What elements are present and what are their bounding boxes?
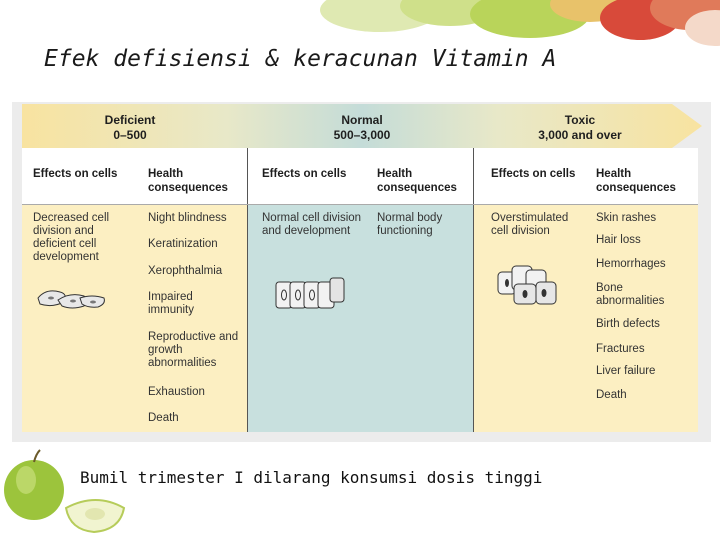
column-divider bbox=[473, 148, 474, 204]
toxic-effects-heading: Effects on cells bbox=[491, 168, 576, 180]
toxic-health-item: Death bbox=[596, 389, 627, 401]
subheader-divider bbox=[22, 204, 698, 205]
deficient-health-item: Reproductive and growth abnormalities bbox=[148, 331, 239, 369]
toxic-health-item: Hair loss bbox=[596, 234, 641, 246]
normal-health-heading: Health consequences bbox=[377, 168, 457, 194]
toxic-label: Toxic bbox=[564, 113, 596, 127]
toxic-health-item: Bone abnormalities bbox=[596, 282, 665, 307]
deficient-header bbox=[70, 113, 190, 143]
normal-label: Normal bbox=[341, 113, 383, 127]
normal-effects-heading: Effects on cells bbox=[262, 168, 347, 180]
deficient-health-item: Keratinization bbox=[148, 238, 218, 250]
deficient-health-item: Night blindness bbox=[148, 212, 227, 224]
toxic-health-item: Skin rashes bbox=[596, 212, 657, 224]
apple-decoration-image bbox=[0, 448, 130, 540]
normal-range: 500–3,000 bbox=[333, 128, 391, 142]
footnote-text: Bumil trimester I dilarang konsumsi dosis tinggi bbox=[80, 468, 543, 487]
deficient-health-item: Xerophthalmia bbox=[148, 265, 223, 277]
deficient-health-item: Exhaustion bbox=[148, 386, 205, 398]
toxic-health-item: Hemorrhages bbox=[596, 258, 666, 270]
toxic-range: 3,000 and over bbox=[538, 128, 622, 142]
deficient-label: Deficient bbox=[104, 113, 156, 127]
normal-cells-illustration bbox=[272, 274, 348, 314]
deficient-range: 0–500 bbox=[113, 128, 147, 142]
toxic-effects-text: Overstimulated cell division bbox=[491, 212, 569, 237]
slide-title: Efek defisiensi & keracunan Vitamin A bbox=[44, 46, 557, 72]
deficient-health-item: Death bbox=[148, 412, 179, 424]
column-divider bbox=[247, 148, 248, 204]
toxic-health-item: Fractures bbox=[596, 343, 645, 355]
deficient-effects-text: Decreased cell division and deficient cell development bbox=[33, 212, 110, 263]
deficient-effects-heading: Effects on cells bbox=[33, 168, 118, 180]
overstimulated-cells-illustration bbox=[494, 258, 564, 308]
flattened-cells-illustration bbox=[34, 284, 108, 314]
toxic-health-heading: Health consequences bbox=[596, 168, 676, 194]
deficient-health-heading: Health consequences bbox=[148, 168, 228, 194]
fruit-decoration-image bbox=[320, 0, 720, 48]
toxic-health-item: Birth defects bbox=[596, 318, 660, 330]
normal-header bbox=[302, 113, 422, 143]
normal-effects-text: Normal cell division and development bbox=[262, 212, 362, 237]
toxic-health-item: Liver failure bbox=[596, 365, 656, 377]
normal-health-text: Normal body functioning bbox=[377, 212, 443, 237]
deficient-health-item: Impaired immunity bbox=[148, 291, 195, 316]
toxic-header bbox=[520, 113, 640, 143]
